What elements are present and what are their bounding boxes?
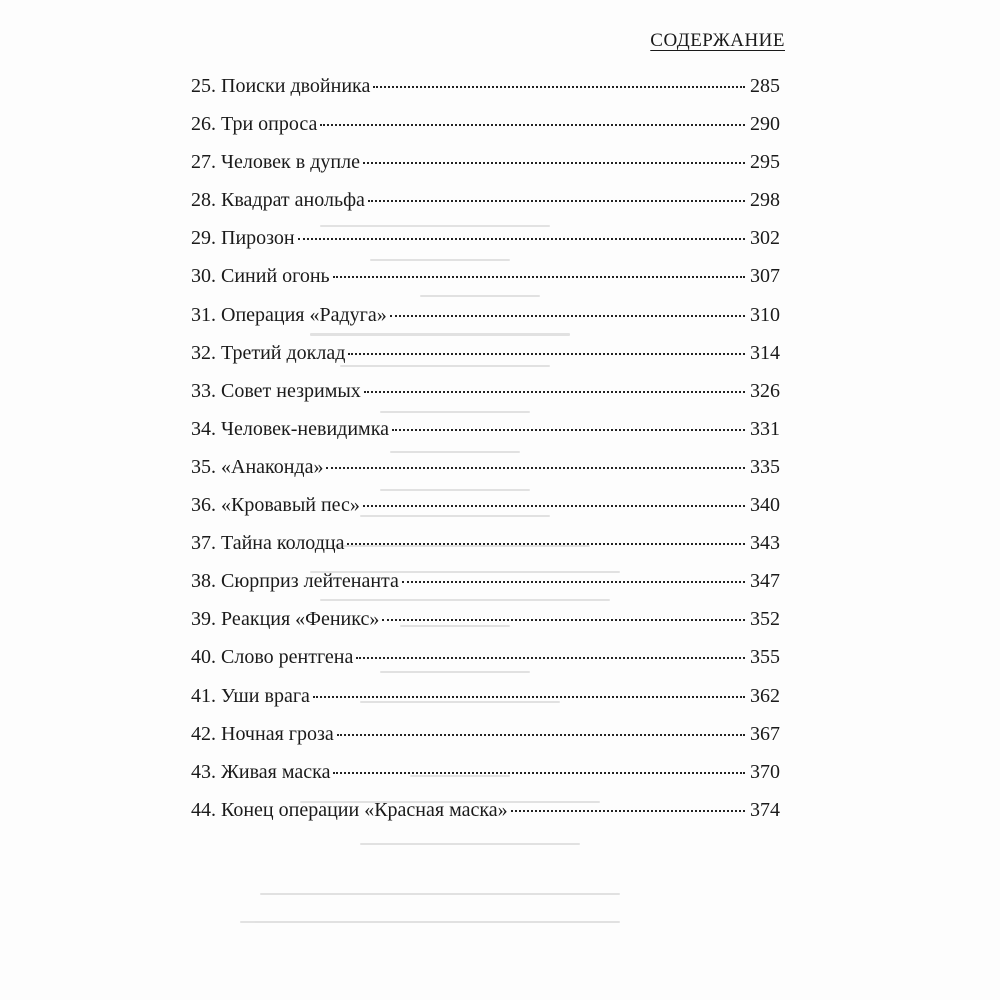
toc-entry — [191, 569, 780, 607]
toc-entry — [191, 379, 780, 417]
entry-title: 29. Пирозон — [191, 227, 295, 250]
entry-title: 36. «Кровавый пес» — [191, 494, 360, 517]
dot-leader — [313, 696, 745, 698]
entry-title: 28. Квадрат анольфа — [191, 189, 365, 212]
toc-entry — [191, 607, 780, 645]
toc-entry — [191, 798, 780, 836]
entry-page-number: 302 — [750, 227, 780, 250]
dot-leader — [348, 353, 745, 355]
dot-leader — [382, 619, 745, 621]
entry-page-number: 335 — [750, 455, 780, 478]
entry-title: 44. Конец операции «Красная маска» — [191, 798, 508, 821]
entry-title: 25. Поиски двойника — [191, 75, 371, 97]
dot-leader — [337, 734, 745, 736]
entry-page-number: 314 — [750, 341, 780, 364]
dot-leader — [326, 467, 745, 469]
entry-title: 26. Три опроса — [191, 113, 318, 136]
dot-leader — [333, 276, 745, 278]
dot-leader — [392, 429, 745, 431]
toc-entry — [191, 112, 780, 150]
toc-entry — [191, 417, 780, 455]
toc-entry — [191, 303, 780, 341]
entry-title: 42. Ночная гроза — [191, 722, 334, 745]
dot-leader — [368, 200, 745, 202]
entry-title: 38. Сюрприз лейтенанта — [191, 570, 399, 593]
entry-title: 37. Тайна колодца — [191, 532, 345, 555]
dot-leader — [347, 543, 745, 545]
entry-page-number: 340 — [750, 494, 780, 517]
dot-leader — [320, 124, 745, 126]
toc-entry — [191, 684, 780, 722]
toc-entry — [191, 645, 780, 683]
entry-page-number: 331 — [750, 417, 780, 440]
entry-page-number: 374 — [750, 798, 780, 821]
entry-title: 27. Человек в дупле — [191, 151, 360, 174]
entry-page-number: 290 — [750, 113, 780, 136]
entry-page-number: 343 — [750, 532, 780, 555]
entry-title: 39. Реакция «Феникс» — [191, 608, 380, 631]
entry-title: 32. Третий доклад — [191, 341, 346, 364]
toc-entry — [191, 531, 780, 569]
dot-leader — [373, 86, 745, 88]
entry-title: 35. «Анаконда» — [191, 455, 324, 478]
entry-title: 33. Совет незримых — [191, 379, 361, 402]
dot-leader — [402, 581, 745, 583]
entry-title: 40. Слово рентгена — [191, 646, 354, 669]
toc-entry — [191, 760, 780, 798]
toc-entry — [191, 455, 780, 493]
entry-page-number: 298 — [750, 189, 780, 212]
entry-page-number: 285 — [750, 75, 780, 97]
toc-entry — [191, 150, 780, 188]
toc-entry — [191, 226, 780, 264]
entry-page-number: 347 — [750, 570, 780, 593]
dot-leader — [356, 657, 745, 659]
entry-page-number: 362 — [750, 684, 780, 707]
entry-title: 34. Человек-невидимка — [191, 417, 389, 440]
entry-page-number: 355 — [750, 646, 780, 669]
running-header: СОДЕРЖАНИЕ — [650, 30, 785, 51]
entry-title: 31. Операция «Радуга» — [191, 303, 387, 326]
entry-title: 30. Синий огонь — [191, 265, 330, 288]
entry-page-number: 370 — [750, 760, 780, 783]
toc-entry — [191, 341, 780, 379]
dot-leader — [364, 391, 745, 393]
dot-leader — [511, 810, 745, 812]
entry-title: 41. Уши врага — [191, 684, 310, 707]
dot-leader — [363, 505, 745, 507]
dot-leader — [390, 315, 745, 317]
entry-page-number: 295 — [750, 151, 780, 174]
entry-title: 43. Живая маска — [191, 760, 331, 783]
entry-page-number: 352 — [750, 608, 780, 631]
entry-page-number: 310 — [750, 303, 780, 326]
toc-entry — [191, 264, 780, 302]
toc-entry — [191, 188, 780, 226]
toc-entry — [191, 493, 780, 531]
dot-leader — [298, 238, 745, 240]
dot-leader — [333, 772, 745, 774]
entry-page-number: 367 — [750, 722, 780, 745]
table-of-contents — [191, 74, 780, 836]
dot-leader — [363, 162, 745, 164]
toc-entry — [191, 722, 780, 760]
entry-page-number: 307 — [750, 265, 780, 288]
entry-page-number: 326 — [750, 379, 780, 402]
toc-entry — [191, 74, 780, 112]
